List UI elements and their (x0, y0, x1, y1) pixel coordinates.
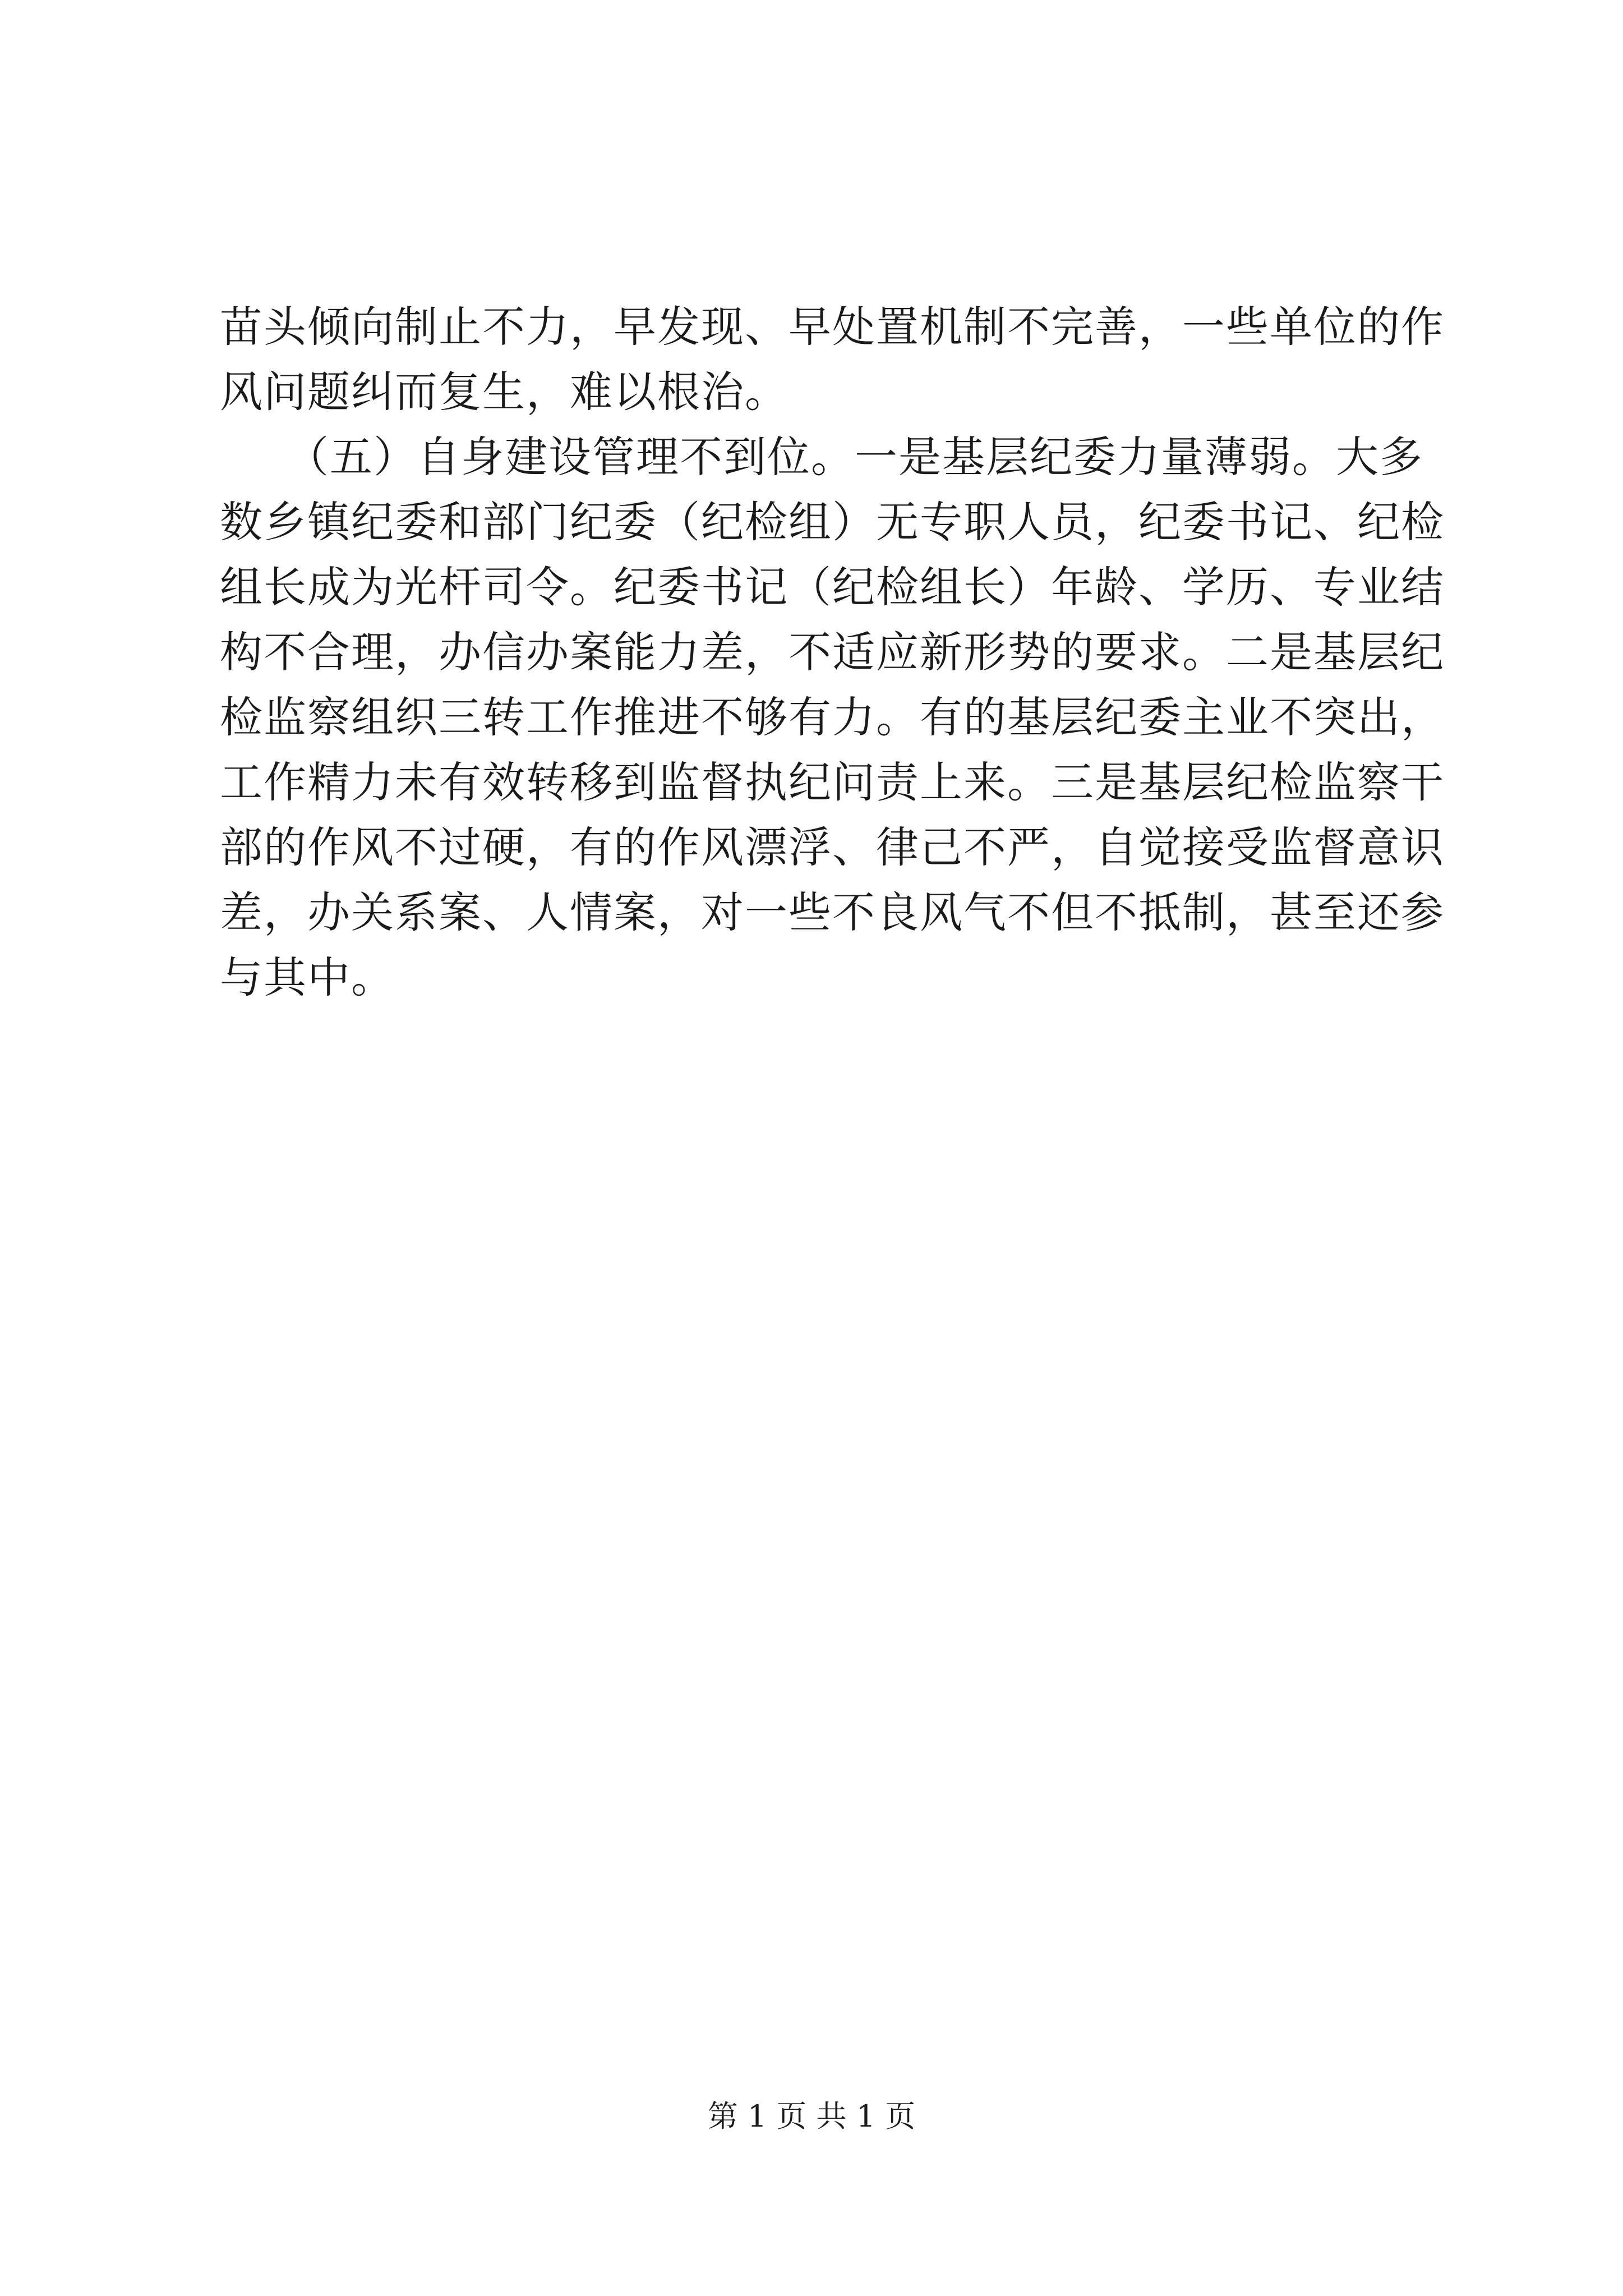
text-line: 与其中。 (220, 953, 395, 1002)
document-body (220, 295, 1445, 1010)
text-line: 风问题纠而复生，难以根治。 (220, 367, 789, 417)
text-line: （五）自身建设管理不到位。一是基层纪委力量薄弱。大多 (220, 432, 1423, 482)
text-line: 检监察组织三转工作推进不够有力。有的基层纪委主业不突出， (220, 692, 1445, 742)
text-line: 组长成为光杆司令。纪委书记（纪检组长）年龄、学历、专业结 (220, 562, 1445, 612)
text-line: 苗头倾向制止不力，早发现、早处置机制不完善，一些单位的作 (220, 302, 1445, 352)
text-line: 工作精力未有效转移到监督执纪问责上来。三是基层纪检监察干 (220, 757, 1445, 807)
text-line: 差，办关系案、人情案，对一些不良风气不但不抵制，甚至还参 (220, 887, 1445, 937)
text-line: 构不合理，办信办案能力差，不适应新形势的要求。二是基层纪 (220, 627, 1445, 677)
page-footer: 第 1 页 共 1 页 (707, 2099, 916, 2134)
text-line: 部的作风不过硬，有的作风漂浮、律己不严，自觉接受监督意识 (220, 822, 1445, 872)
text-line: 数乡镇纪委和部门纪委（纪检组）无专职人员，纪委书记、纪检 (220, 497, 1445, 547)
